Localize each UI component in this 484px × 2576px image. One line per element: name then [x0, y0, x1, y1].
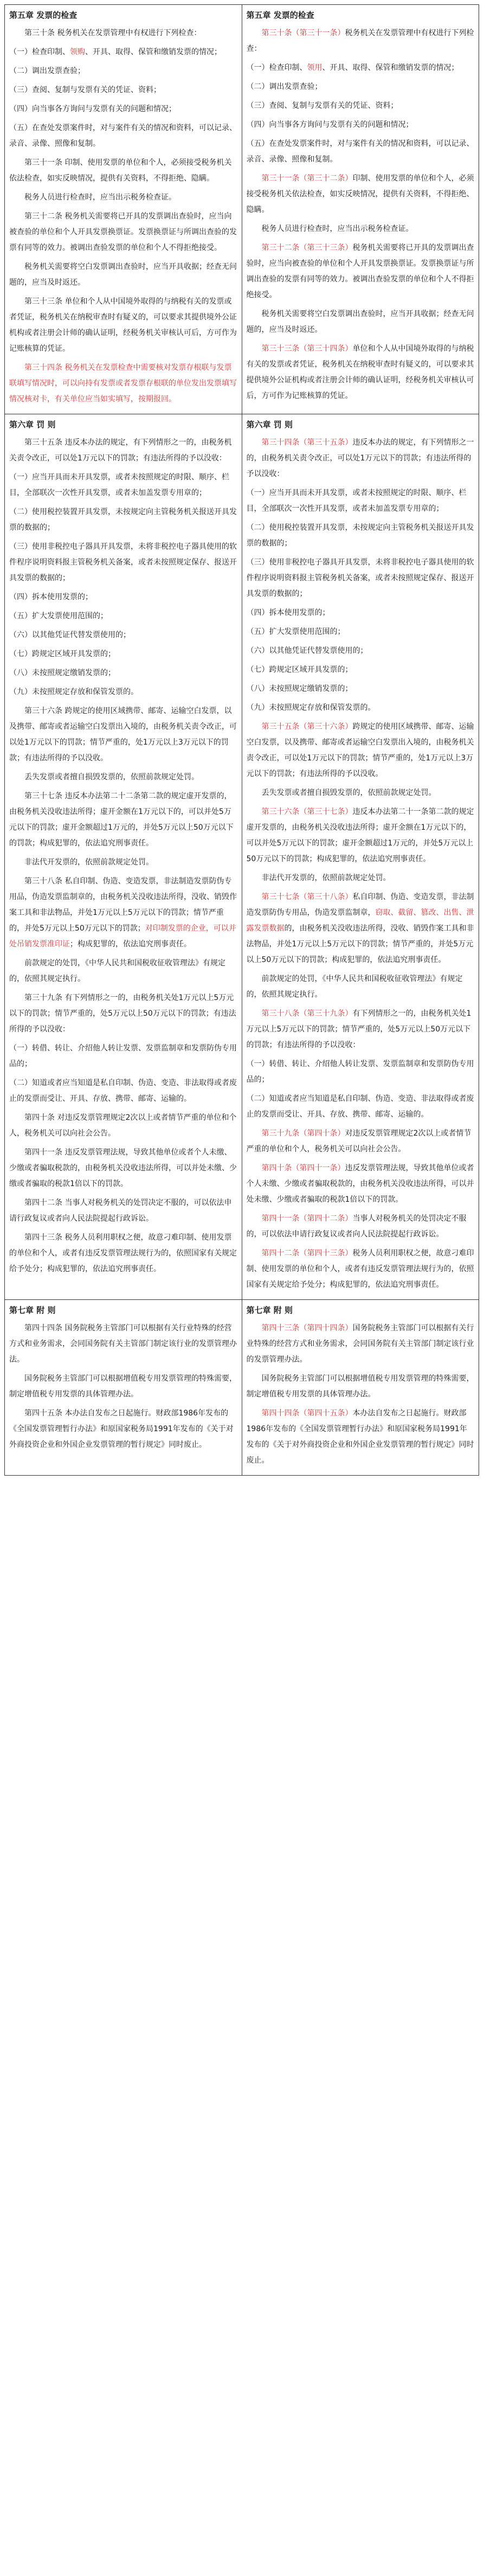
article-paragraph	[247, 98, 475, 114]
text-segment: 印制、使用发票的单位和个人，必须接受税务机关依法检查，如实反映情况，提供有关资料，不得拒绝、隐瞒。	[246, 174, 474, 214]
article-paragraph	[9, 63, 237, 79]
text-segment: （五）在查处发票案件时，对与案件有关的情况和资料，可以记录、录音、录像、照像和复制。	[9, 124, 237, 148]
article-paragraph	[9, 589, 237, 605]
article-paragraph	[247, 60, 475, 76]
text-segment: 税务机关需要将已开具的发票调出查验时，应当向被查验的单位和个人开具发票换票证。发票换票证与所调出查验的发票有同等的效力。被调出查验发票的单位和个人不得拒绝接受。	[246, 243, 474, 299]
right-column-cell	[242, 1300, 479, 1476]
chapter-heading: 第七章 附 则	[9, 1305, 56, 1315]
article-paragraph	[9, 82, 237, 98]
text-segment: （七）跨规定区域开具发票的；	[246, 665, 353, 674]
text-segment: （八）未按照规定缴销发票的；	[246, 684, 353, 693]
article-paragraph	[9, 470, 237, 501]
text-segment: 第三十八条 私自印制、伪造、变造发票，非法制造发票防伪专用品，伪造发票监制章的，由税务机关没收违法所得，没收、销毁作案工具和非法物品，并处1万元以上5万元以下的罚款；情节严重的，并处5万元以上50万元以下的罚款；	[9, 877, 237, 933]
article-paragraph	[9, 360, 237, 407]
chapter-heading: 第五章 发票的检查	[9, 10, 78, 20]
text-segment: （九）未按照规定存放和保管发票的。	[246, 703, 376, 712]
text-segment: 非法代开发票的，依照前款规定处罚。	[24, 858, 153, 867]
text-segment: 丢失发票或者擅自损毁发票的，依照前款规定处罚。	[261, 789, 436, 797]
text-segment: 国务院税务主管部门可以根据增值税专用发票管理的特殊需要，制定增值税专用发票的具体管理办法。	[9, 1374, 237, 1399]
article-paragraph	[9, 1110, 237, 1142]
article-paragraph	[9, 874, 237, 952]
highlighted-text: 第四十条（第四十一条）	[261, 1164, 345, 1172]
article-paragraph	[9, 608, 237, 624]
article-paragraph	[247, 1006, 475, 1053]
highlighted-text: 第三十三条（第三十四条）	[261, 344, 353, 353]
text-segment: 税务人员利用职权之便，故意刁难印制、使用发票的单位和个人，或者有违反发票管理法规行为的，依照国家有关规定给予处分；构成犯罪的，依法追究刑事责任。	[246, 1249, 474, 1289]
text-segment: 第四十五条 本办法自发布之日起施行。财政部1986年发布的《全国发票管理暂行办法》和原国家税务局1991年发布的《关于对外商投资企业和外国企业发票管理的暂行规定》同时废止。	[9, 1409, 234, 1449]
article-paragraph	[247, 1161, 475, 1208]
text-segment: 违反本办法的规定，有下列情形之一的，由税务机关责令改正，可以处1万元以下的罚款；有违法所得的予以没收：	[246, 438, 474, 478]
article-paragraph	[247, 1056, 475, 1088]
text-segment: 第四十一条 违反发票管理法规，导致其他单位或者个人未缴、少缴或者骗取税款的，由税务机关没收违法所得，可以并处未缴、少缴或者骗取的税款1倍以下的罚款。	[9, 1148, 237, 1188]
right-column-cell	[242, 5, 479, 414]
highlighted-text: 第三十四条（第三十五条）	[261, 438, 353, 447]
article-paragraph	[247, 25, 475, 57]
right-column-cell	[242, 414, 479, 1300]
text-segment: 有下列情形之一的，由税务机关处1万元以上5万元以下的罚款；情节严重的，处5万元以上50万元以下的罚款；有违法所得的予以没收：	[246, 1009, 472, 1049]
text-segment: （五）扩大发票使用范围的；	[246, 627, 345, 636]
text-segment: （九）未按照规定存放和保管发票的。	[9, 688, 138, 696]
text-segment: 本办法自发布之日起施行。财政部1986年发布的《全国发票管理暂行办法》和原国家税务局1991年发布的《关于对外商投资企业和外国企业发票管理的暂行规定》同时废止。	[246, 1409, 474, 1465]
table-row	[5, 5, 479, 414]
text-segment: （一）检查印制、	[246, 63, 307, 72]
article-paragraph	[9, 539, 237, 586]
article-paragraph	[247, 700, 475, 716]
article-paragraph	[9, 627, 237, 643]
text-segment: 第三十一条 印制、使用发票的单位和个人，必须接受税务机关依法检查，如实反映情况，提供有关资料，不得拒绝、隐瞒。	[9, 158, 232, 183]
text-segment: 税务机关需要将空白发票调出查验时，应当开具收据；经查无问题的，应当及时返还。	[246, 310, 474, 334]
text-segment: （三）使用非税控电子器具开具发票，未将非税控电子器具使用的软件程序说明资料报主管税务机关备案，或者未按照规定保存、报送开具发票的数据的；	[9, 542, 237, 582]
text-segment: （三）查阅、复制与发票有关的凭证、资料；	[9, 86, 161, 94]
article-paragraph	[247, 681, 475, 697]
article-paragraph	[9, 1371, 237, 1402]
text-segment: （五）在查处发票案件时，对与案件有关的情况和资料，可以记录、录音、录像、照像和复制。	[246, 139, 474, 164]
article-paragraph	[9, 1145, 237, 1192]
text-segment: （四）拆本使用发票的；	[246, 608, 330, 617]
article-paragraph	[9, 1041, 237, 1072]
article-paragraph	[247, 1246, 475, 1293]
article-paragraph	[247, 624, 475, 640]
text-segment: 税务机关在发票管理中有权进行下列检查：	[246, 29, 474, 53]
article-paragraph	[247, 117, 475, 133]
article-paragraph	[9, 190, 237, 206]
article-paragraph	[9, 770, 237, 785]
article-paragraph	[9, 789, 237, 851]
article-paragraph	[9, 665, 237, 681]
text-segment: 前款规定的处罚，《中华人民共和国税收征收管理法》有规定的，依照其规定执行。	[246, 975, 463, 999]
table-row	[5, 414, 479, 1300]
text-segment: 前款规定的处罚，《中华人民共和国税收征收管理法》有规定的，依照其规定执行。	[9, 959, 225, 983]
text-segment: 、开具、取得、保管和缴销发票的情况；	[85, 48, 222, 56]
chapter-heading: 第六章 罚 则	[246, 420, 293, 430]
text-segment: 税务人员进行检查时，应当出示税务检查证。	[24, 193, 176, 202]
article-paragraph	[247, 1211, 475, 1242]
text-segment: 违反本办法第二十一条第二款的规定虚开发票的，由税务机关没收违法所得；虚开金额在1万元以下的，可以并处5万元以下的罚款；虚开金额超过1万元的，并处5万元以上50万元以下的罚款；构成犯罪的，依法追究刑事责任。	[246, 808, 474, 863]
article-paragraph	[247, 79, 475, 95]
text-segment: （一）检查印制、	[9, 48, 70, 56]
article-paragraph	[9, 25, 237, 41]
text-segment: （三）使用非税控电子器具开具发票，未将非税控电子器具使用的软件程序说明资料报主管税务机关备案，或者未按照规定保存、报送开具发票的数据的；	[246, 558, 474, 598]
text-segment: 第三十九条 有下列情形之一的，由税务机关处1万元以上5万元以下的罚款；情节严重的，处5万元以上50万元以下的罚款；有违法所得的予以没收：	[9, 994, 236, 1034]
text-segment: 第三十五条 违反本办法的规定，有下列情形之一的，由税务机关责令改正，可以处1万元以下的罚款；有违法所得的予以没收：	[9, 438, 232, 463]
article-paragraph	[9, 1195, 237, 1227]
highlighted-text: 第四十三条（第四十四条）	[261, 1324, 353, 1332]
highlighted-text: 第三十条（第三十一条）	[261, 29, 345, 37]
highlighted-text: 第三十五条（第三十六条）	[261, 722, 353, 731]
article-paragraph	[247, 1406, 475, 1469]
highlighted-text: 对印制发票的企业，可以并处吊销发票准印证	[9, 924, 236, 949]
highlighted-text: 第三十九条（第四十条）	[261, 1129, 345, 1138]
text-segment: 第三十二条 税务机关需要将已开具的发票调出查验时，应当向被查验的单位和个人开具发票换票证。发票换票证与所调出查验的发票有同等的效力。被调出查验发票的单位和个人不得拒绝接受。	[9, 212, 237, 252]
text-segment: 当事人对税务机关的处罚决定不服的，可以依法申请行政复议或者向人民法院提起行政诉讼。	[246, 1214, 467, 1239]
text-segment: 第四十条 对违反发票管理规定2次以上或者情节严重的单位和个人，税务机关可以向社会公告。	[9, 1113, 237, 1138]
article-paragraph	[247, 520, 475, 552]
left-column-cell	[5, 5, 242, 414]
text-segment: （六）以其他凭证代替发票使用的；	[9, 631, 131, 639]
highlighted-text: 第三十一条（第三十二条）	[261, 174, 353, 183]
text-segment: （三）查阅、复制与发票有关的凭证、资料；	[246, 101, 398, 110]
text-segment: 第四十三条 税务人员利用职权之便，故意刁难印制、使用发票的单位和个人，或者有违反发票管理法规行为的，依照国家有关规定给予处分；构成犯罪的，依法追究刑事责任。	[9, 1233, 237, 1273]
left-column-cell	[5, 414, 242, 1300]
text-segment: 、开具、取得、保管和缴销发票的情况；	[322, 63, 459, 72]
article-paragraph	[9, 259, 237, 291]
article-paragraph	[9, 646, 237, 662]
highlighted-text: 第三十四条 税务机关在发票检查中需要核对发票存根联与发票联填写情况时，可以向持有发票或者发票存根联的单位发出发票填写情况核对卡，有关单位应当如实填写，按期报回。	[9, 363, 237, 403]
text-segment: 第四十四条 国务院税务主管部门可以根据有关行业特殊的经营方式和业务需求，会同国务院有关主管部门制定该行业的发票管理办法。	[9, 1324, 237, 1364]
text-segment: 第四十二条 当事人对税务机关的处罚决定不服的，可以依法申请行政复议或者向人民法院提起行政诉讼。	[9, 1199, 232, 1223]
article-paragraph	[9, 120, 237, 152]
text-segment: 对违反发票管理规定2次以上或者情节严重的单位和个人，税务机关可以向社会公告。	[246, 1129, 472, 1154]
text-segment: 跨规定的使用区域携带、邮寄、运输空白发票，以及携带、邮寄或者运输空白发票出入境的，由税务机关责令改正，可以处1万元以下的罚款；情节严重的，处1万元以上3万元以下的罚款；有违法所得的予以没收。	[246, 722, 474, 778]
article-paragraph	[9, 504, 237, 536]
article-paragraph	[9, 294, 237, 357]
highlighted-text: 第四十四条（第四十五条）	[261, 1409, 353, 1418]
article-paragraph	[9, 1075, 237, 1107]
article-paragraph	[247, 171, 475, 218]
text-segment: 税务人员进行检查时，应当出示税务检查证。	[261, 225, 414, 233]
text-segment: （二）知道或者应当知道是私自印制、伪造、变造、非法取得或者废止的发票而受让、开具、存放、携带、邮寄、运输的。	[9, 1079, 237, 1103]
highlighted-text: 窃取、截留、篡改、出售、泄露发票数据	[246, 908, 474, 933]
article-paragraph	[247, 662, 475, 678]
text-segment: 国务院税务主管部门可以根据有关行业特殊的经营方式和业务需求，会同国务院有关主管部门制定该行业的发票管理办法。	[246, 1324, 474, 1364]
highlighted-text: 领购	[70, 48, 85, 56]
text-segment: （一）转借、转让、介绍他人转让发票、发票监制章和发票防伪专用品的；	[246, 1060, 474, 1084]
article-paragraph	[9, 990, 237, 1037]
text-segment: （二）调出发票查验；	[246, 82, 322, 91]
text-segment: （二）调出发票查验；	[9, 67, 85, 75]
article-paragraph	[247, 643, 475, 659]
text-segment: ；构成犯罪的，依法追究刑事责任。	[70, 940, 191, 949]
text-segment: （二）使用税控装置开具发票，未按规定向主管税务机关报送开具发票的数据的；	[246, 523, 474, 548]
text-segment: （四）拆本使用发票的；	[9, 593, 93, 601]
highlighted-text: 第四十二条（第四十三条）	[261, 1249, 353, 1258]
chapter-heading: 第七章 附 则	[246, 1305, 293, 1315]
text-segment: 的，由税务机关没收违法所得，没收、销毁作案工具和非法物品，并处1万元以上5万元以下的罚款；情节严重的，并处5万元以上50万元以下的罚款；构成犯罪的，依法追究刑事责任。	[246, 924, 474, 964]
highlighted-text: 第三十八条（第三十九条）	[261, 1009, 353, 1018]
text-segment: 税务机关需要将空白发票调出查验时，应当开具收据；经查无问题的，应当及时返还。	[9, 262, 237, 287]
article-paragraph	[9, 1230, 237, 1277]
article-paragraph	[9, 435, 237, 466]
article-paragraph	[9, 101, 237, 117]
text-segment: （七）跨规定区域开具发票的；	[9, 650, 115, 658]
article-paragraph	[247, 1371, 475, 1402]
article-paragraph	[247, 485, 475, 517]
text-segment: （四）向当事各方询问与发票有关的问题和情况；	[9, 105, 176, 113]
highlighted-text: 第三十二条（第三十三条）	[261, 243, 353, 252]
article-paragraph	[247, 555, 475, 602]
article-paragraph	[247, 240, 475, 303]
text-segment: （四）向当事各方询问与发票有关的问题和情况；	[246, 120, 414, 129]
highlighted-text: 第三十七条（第三十八条）	[261, 893, 353, 901]
text-segment: 违反发票管理法规，导致其他单位或者个人未缴、少缴或者骗取税款的，由税务机关没收违法所得，可以并处未缴、少缴或者骗取的税款1倍以下的罚款。	[246, 1164, 474, 1204]
text-segment: 非法代开发票的，依照前款规定处罚。	[261, 874, 391, 882]
text-segment: （二）知道或者应当知道是私自印制、伪造、变造、非法取得或者废止的发票而受让、开具、存放、携带、邮寄、运输的。	[246, 1094, 474, 1119]
text-segment: 第三十七条 违反本办法第二十二条第二款的规定虚开发票的，由税务机关没收违法所得；虚开金额在1万元以下的，可以并处5万元以下的罚款；虚开金额超过1万元的，并处5万元以上50万元以下的罚款；构成犯罪的，依法追究刑事责任。	[9, 792, 234, 848]
text-segment: （八）未按照规定缴销发票的；	[9, 669, 115, 677]
article-paragraph	[9, 855, 237, 870]
highlighted-text: 领用	[307, 63, 322, 72]
text-segment: （一）应当开具而未开具发票，或者未按照规定的时限、顺序、栏目，全部联次一次性开具发票，或者未加盖发票专用章的；	[246, 489, 467, 513]
text-segment: （一）应当开具而未开具发票，或者未按照规定的时限、顺序、栏目，全部联次一次性开具发票，或者未加盖发票专用章的；	[9, 473, 229, 497]
text-segment: 私自印制、伪造、变造发票，非法制造发票防伪专用品，伪造发票监制章，	[246, 893, 474, 917]
chapter-heading: 第五章 发票的检查	[246, 10, 314, 20]
article-paragraph	[247, 136, 475, 168]
article-paragraph	[247, 870, 475, 886]
article-paragraph	[9, 703, 237, 766]
text-segment: （二）使用税控装置开具发票，未按规定向主管税务机关报送开具发票的数据的；	[9, 508, 237, 532]
article-paragraph	[9, 155, 237, 187]
highlighted-text: 第三十六条（第三十七条）	[261, 808, 353, 816]
left-column-cell	[5, 1300, 242, 1476]
text-segment: （一）转借、转让、介绍他人转让发票、发票监制章和发票防伪专用品的；	[9, 1044, 237, 1068]
article-paragraph	[247, 889, 475, 968]
article-paragraph	[247, 804, 475, 867]
text-segment: （五）扩大发票使用范围的；	[9, 612, 108, 620]
text-segment: 丢失发票或者擅自损毁发票的，依照前款规定处罚。	[24, 773, 199, 781]
article-paragraph	[9, 44, 237, 60]
highlighted-text: 第四十一条（第四十二条）	[261, 1214, 353, 1223]
text-segment: 单位和个人从中国境外取得的与纳税有关的发票或者凭证，税务机关在纳税审查时有疑义的，可以要求其提供境外公证机构或者注册会计师的确认证明，经税务机关审核认可后，方可作为记账核算的凭证。	[246, 344, 474, 400]
article-paragraph	[9, 209, 237, 256]
article-paragraph	[9, 1406, 237, 1453]
article-paragraph	[247, 971, 475, 1003]
article-paragraph	[247, 435, 475, 482]
article-paragraph	[247, 306, 475, 338]
article-paragraph	[247, 719, 475, 782]
article-paragraph	[9, 684, 237, 700]
comparison-table	[4, 4, 479, 1476]
text-segment: （六）以其他凭证代替发票使用的；	[246, 646, 368, 655]
article-paragraph	[247, 1321, 475, 1368]
text-segment: 第三十六条 跨规定的使用区域携带、邮寄、运输空白发票，以及携带、邮寄或者运输空白发票出入境的，由税务机关责令改正，可以处1万元以下的罚款；情节严重的，处1万元以上3万元以下的罚款；有违法所得的予以没收。	[9, 707, 237, 762]
text-segment: 第三十三条 单位和个人从中国境外取得的与纳税有关的发票或者凭证，税务机关在纳税审查时有疑义的，可以要求其提供境外公证机构或者注册会计师的确认证明，经税务机关审核认可后，方可作为记账核算的凭证。	[9, 297, 237, 353]
article-paragraph	[247, 341, 475, 404]
chapter-heading: 第六章 罚 则	[9, 420, 56, 430]
table-row	[5, 1300, 479, 1476]
article-paragraph	[247, 1091, 475, 1123]
text-segment: 第三十条 税务机关在发票管理中有权进行下列检查：	[24, 29, 202, 37]
article-paragraph	[9, 956, 237, 987]
article-paragraph	[247, 785, 475, 801]
article-paragraph	[247, 221, 475, 237]
text-segment: 国务院税务主管部门可以根据增值税专用发票管理的特殊需要，制定增值税专用发票的具体管理办法。	[246, 1374, 474, 1399]
article-paragraph	[247, 1126, 475, 1157]
article-paragraph	[9, 1321, 237, 1368]
article-paragraph	[247, 605, 475, 621]
